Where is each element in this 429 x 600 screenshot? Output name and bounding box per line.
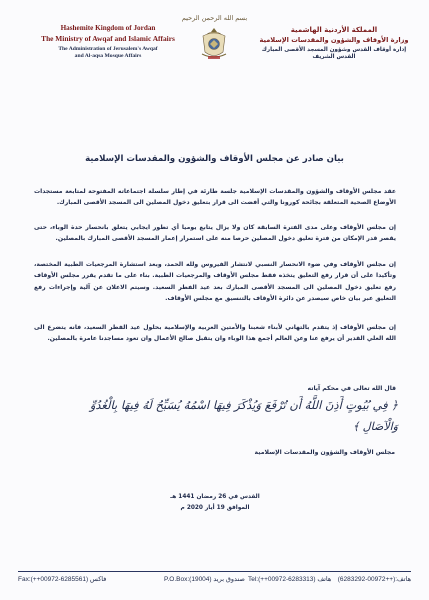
jordan-coat-of-arms-icon <box>199 26 229 62</box>
footer-fax: Fax:(++00972-6285561) فاكس <box>18 576 107 583</box>
header-ar-administration: إدارة أوقاف القدس وشؤون المسجد الأقصى المبارك <box>261 47 407 53</box>
footer-tel: Tel:(++00972-6283313) هاتف <box>248 576 332 583</box>
header-english <box>18 24 198 59</box>
basmala: بسم الله الرحمن الرحيم <box>181 14 248 22</box>
quran-verse-line-2: وَالْآصَالِ ﴾ <box>352 420 398 433</box>
statement-paragraph-1: عقد مجلس الأوقاف والشؤون والمقدسات الإسلامية جلسة طارئة في إطار سلسلة اجتماعاته المفتوحة لمتابعة مستجدات الأوضاع الصحية المتعلقة بجائحة كورونا والتي أفضت الى قرار بتعليق دخول المصلين الى المسجد الأقصى المبارك. <box>34 188 396 207</box>
statement-paragraph-4: إن مجلس الأوقاف إذ يتقدم بالتهاني لأبناء شعبنا والأمتين العربية والإسلامية بحلول عيد الفطر السعيد، فانه يتضرع الى الله العلي القدير أن يرفع عنا وعن العالم أجمع هذا الوباء وان يتقبل صالح الأعمال وان تعود مساجدنا عامرة بالمصلين. <box>34 324 396 343</box>
statement-verse-intro: قال الله تعالى في محكم آياته <box>307 385 396 392</box>
statement-paragraph-2: إن مجلس الأوقاف وعلى مدى الفترة السابقة كان ولا يزال يتابع يوميا أي تطور ايجابي يتعلق بانحسار حدة الوباء، حتى يقصر قدر الإمكان من فترة تعليق دخول المصلين حرصا منه على استمرار إعمار المسجد الأقصى المبارك بالمصلين. <box>34 224 396 243</box>
council-signature: مجلس الأوقاف والشؤون والمقدسات الإسلامية <box>254 449 395 456</box>
header-en-administration: The Administration of Jerusalem's Awqaf <box>58 46 158 52</box>
statement-title: بيان صادر عن مجلس الأوقاف والشؤون والمقدسات الإسلامية <box>85 154 344 164</box>
date-hijri: القدس في 26 رمضان 1441 هـ <box>170 494 260 500</box>
footer-divider <box>18 571 411 572</box>
header-ar-kingdom: المملكة الأردنية الهاشمية <box>290 26 378 34</box>
footer-tel-2: هاتف:(++00972-6283292) <box>337 576 411 583</box>
header-en-ministry: The Ministry of Awqaf and Islamic Affairs <box>41 34 175 43</box>
date-block <box>150 492 280 514</box>
quran-verse-line-1: ﴿ فِي بُيُوتٍ أَذِنَ اللَّهُ أَن تُرْفَعَ وَيُذْكَرَ فِيهَا اسْمُهُ يُسَبِّحُ لَهُ فِيهَا بِالْغُدُوِّ <box>89 398 398 412</box>
footer-contacts <box>18 575 411 587</box>
quran-verse <box>30 392 398 440</box>
footer-pobox: P.O.Box:(19004) صندوق بريد <box>164 576 245 583</box>
header-arabic <box>255 26 413 60</box>
header-ar-ministry: وزارة الأوقاف والشؤون والمقدسات الإسلامية <box>259 36 409 44</box>
header-ar-jerusalem: القدس الشريف <box>312 54 356 60</box>
date-gregorian: الموافق 19 أيار 2020 م <box>180 505 250 511</box>
header-en-kingdom: Hashemite Kingdom of Jordan <box>60 24 156 32</box>
statement-paragraph-3: إن مجلس الأوقاف وفي ضوء الانحسار النسبي لانتشار الفيروس ولله الحمد، وبعد استشارة المرجعيات الطبية المختصة، وتأكيدا على أن قرار رفع التعليق يتخذه فقط مجلس الأوقاف والمرجعيات الطبية. بناء على ما تقدم يقرر مجلس الأوقاف رفع تعليق دخول المصلين الى المسجد الأقصى المبارك بعد عيد الفطر السعيد. وسيتم الاعلان عن آلية وإجراءات رفع التعليق عبر بيان خاص سيصدر عن دائرة الأوقاف بالتنسيق مع مجلس الأوقاف. <box>34 261 396 303</box>
header-en-aqsa: and Al-aqsa Mosque Affairs <box>74 53 142 59</box>
